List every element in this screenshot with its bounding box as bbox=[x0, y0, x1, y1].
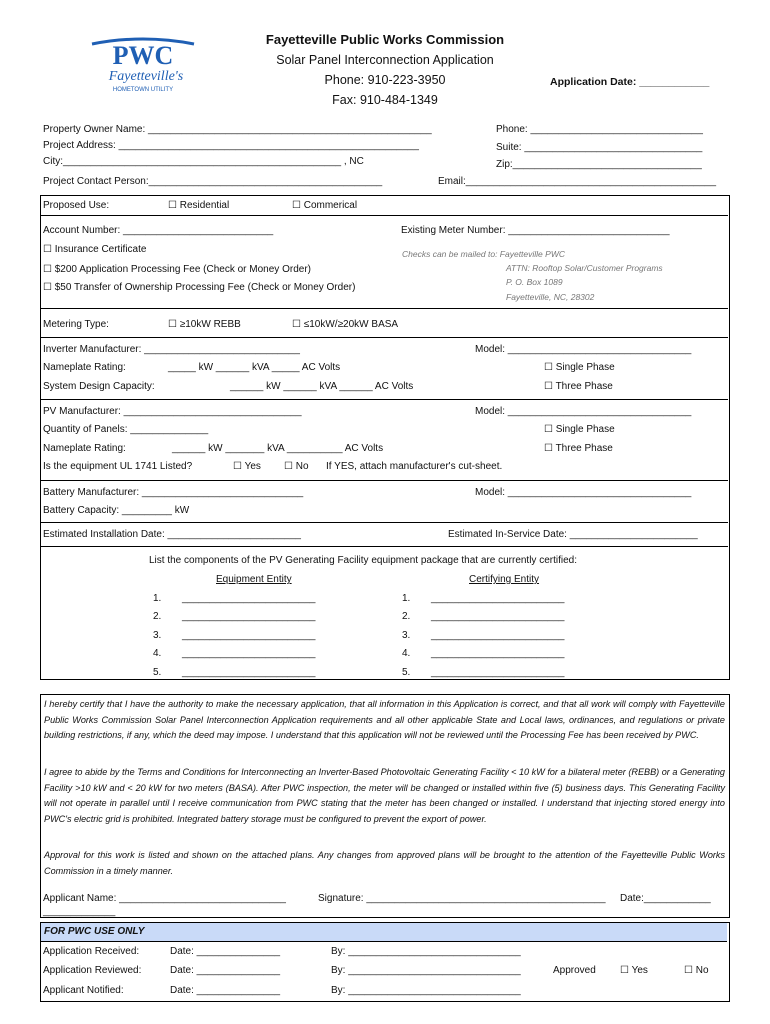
received-date-field[interactable]: Date: _______________ bbox=[170, 946, 281, 957]
pwc-logo-icon bbox=[88, 36, 198, 98]
pv-manufacturer-field[interactable]: PV Manufacturer: ________________________________ bbox=[43, 406, 302, 417]
inverter-manufacturer-field[interactable]: Inverter Manufacturer: ____________________________ bbox=[43, 344, 300, 355]
application-received-label: Application Received: bbox=[43, 946, 140, 957]
divider bbox=[41, 480, 728, 481]
reviewed-date-field[interactable]: Date: _______________ bbox=[170, 965, 281, 976]
pwc-use-header-text: FOR PWC USE ONLY bbox=[44, 926, 145, 937]
installation-date-field[interactable]: Estimated Installation Date: ________________________ bbox=[43, 529, 301, 540]
commercial-checkbox[interactable]: ☐ Commerical bbox=[292, 200, 358, 211]
reviewed-by-field[interactable]: By: _______________________________ bbox=[331, 965, 521, 976]
system-design-label: System Design Capacity: bbox=[43, 381, 155, 392]
divider bbox=[41, 522, 728, 523]
project-contact-field[interactable]: Project Contact Person:__________________________________________ bbox=[43, 176, 383, 187]
approved-label: Approved bbox=[553, 965, 596, 976]
ul-no-checkbox[interactable]: ☐ No bbox=[284, 461, 309, 472]
owner-phone-field[interactable]: Phone: _______________________________ bbox=[496, 124, 703, 135]
certifying-entry-field[interactable]: ________________________ bbox=[431, 593, 565, 604]
equipment-entry-field[interactable]: ________________________ bbox=[182, 630, 316, 641]
application-reviewed-label: Application Reviewed: bbox=[43, 965, 142, 976]
metering-rebb-checkbox[interactable]: ☐ ≥10kW REBB bbox=[168, 319, 241, 330]
mail-city-line: Fayetteville, NC, 28302 bbox=[506, 292, 595, 302]
ul-yes-checkbox[interactable]: ☐ Yes bbox=[233, 461, 261, 472]
ul-listed-question: Is the equipment UL 1741 Listed? bbox=[43, 461, 193, 472]
applicant-notified-label: Applicant Notified: bbox=[43, 985, 124, 996]
certification-paragraph-3: Approval for this work is listed and shown on the attached plans. Any changes from approved plans will be brought to the attention of the Fayetteville Public Works Commission in a timely manner. bbox=[44, 850, 725, 876]
logo-hometown-text: HOMETOWN UTILITY bbox=[112, 87, 174, 93]
mail-to-line: Checks can be mailed to: Fayetteville PWC bbox=[402, 249, 565, 259]
pv-single-phase-checkbox[interactable]: ☐ Single Phase bbox=[544, 424, 615, 435]
equipment-entry-field[interactable]: ________________________ bbox=[182, 648, 316, 659]
equipment-entry-field[interactable]: ________________________ bbox=[182, 611, 316, 622]
metering-basa-checkbox[interactable]: ☐ ≤10kW/≥20kW BASA bbox=[292, 319, 399, 330]
mail-attn-line: ATTN: Rooftop Solar/Customer Programs bbox=[506, 263, 663, 273]
components-heading: List the components of the PV Generating Facility equipment package that are currently certified: bbox=[149, 555, 578, 566]
insurance-checkbox[interactable]: ☐ Insurance Certificate bbox=[43, 244, 147, 255]
certifying-row-number: 4. bbox=[402, 648, 411, 659]
account-number-field[interactable]: Account Number: ___________________________ bbox=[43, 225, 274, 236]
if-yes-note: If YES, attach manufacturer's cut-sheet. bbox=[326, 461, 503, 472]
certifying-row-number: 1. bbox=[402, 593, 411, 604]
pwc-logo bbox=[88, 36, 198, 98]
application-date-field[interactable]: Application Date: ____________ bbox=[550, 76, 710, 88]
mail-pobox-line: P. O. Box 1089 bbox=[506, 277, 563, 287]
notified-by-field[interactable]: By: _______________________________ bbox=[331, 985, 521, 996]
battery-model-field[interactable]: Model: _________________________________ bbox=[475, 487, 692, 498]
certifying-row-number: 2. bbox=[402, 611, 411, 622]
city-field[interactable]: City:__________________________________________________ , NC bbox=[43, 156, 364, 167]
inverter-model-field[interactable]: Model: _________________________________ bbox=[475, 344, 692, 355]
email-field[interactable]: Email:_____________________________________________ bbox=[438, 176, 717, 187]
pv-nameplate-label: Nameplate Rating: bbox=[43, 443, 126, 454]
inverter-three-phase-checkbox[interactable]: ☐ Three Phase bbox=[544, 381, 613, 392]
system-design-values[interactable]: ______ kW ______ kVA ______ AC Volts bbox=[230, 381, 414, 392]
approved-yes-checkbox[interactable]: ☐ Yes bbox=[620, 965, 648, 976]
inverter-nameplate-label: Nameplate Rating: bbox=[43, 362, 126, 373]
equipment-entry-field[interactable]: ________________________ bbox=[182, 667, 316, 678]
residential-checkbox[interactable]: ☐ Residential bbox=[168, 200, 230, 211]
existing-meter-field[interactable]: Existing Meter Number: _____________________________ bbox=[401, 225, 670, 236]
proposed-use-label: Proposed Use: bbox=[43, 200, 110, 211]
equipment-entity-header: Equipment Entity bbox=[216, 574, 292, 585]
certification-paragraph-1: I hereby certify that I have the authority to make the necessary application, that all information in this Application is correct, and that all work will comply with Fayetteville Public Works Commission Solar Panel Interconnection Application requirements and all other applicable State and Local laws, ordinances, and regulations or private building restrictions, if any, which the deed may impose. I understand that this application will not be reviewed until the Processing Fee has been received by PWC. bbox=[44, 699, 725, 740]
phone-number: Phone: 910-223-3950 bbox=[324, 73, 446, 87]
zip-field[interactable]: Zip:__________________________________ bbox=[496, 159, 702, 170]
inverter-nameplate-values[interactable]: _____ kW ______ kVA _____ AC Volts bbox=[168, 362, 341, 373]
inverter-single-phase-checkbox[interactable]: ☐ Single Phase bbox=[544, 362, 615, 373]
divider bbox=[41, 308, 728, 309]
org-title: Fayetteville Public Works Commission bbox=[265, 32, 505, 47]
pv-nameplate-values[interactable]: ______ kW _______ kVA __________ AC Volts bbox=[172, 443, 384, 454]
pv-model-field[interactable]: Model: _________________________________ bbox=[475, 406, 692, 417]
divider bbox=[41, 337, 728, 338]
equipment-row-number: 2. bbox=[153, 611, 162, 622]
pwc-use-header bbox=[41, 923, 727, 942]
divider bbox=[41, 215, 728, 216]
certifying-row-number: 5. bbox=[402, 667, 411, 678]
doc-title: Solar Panel Interconnection Application bbox=[276, 53, 494, 67]
approved-no-checkbox[interactable]: ☐ No bbox=[684, 965, 709, 976]
applicant-name-field[interactable]: Applicant Name: ______________________________ bbox=[43, 893, 286, 904]
suite-field[interactable]: Suite: ________________________________ bbox=[496, 142, 703, 153]
fax-number: Fax: 910-484-1349 bbox=[332, 93, 438, 107]
signature-field[interactable]: Signature: ___________________________________________ bbox=[318, 893, 606, 904]
certification-date-field[interactable]: Date:____________ bbox=[620, 893, 711, 904]
certifying-entry-field[interactable]: ________________________ bbox=[431, 611, 565, 622]
notified-date-field[interactable]: Date: _______________ bbox=[170, 985, 281, 996]
project-address-field[interactable]: Project Address: ______________________________________________________ bbox=[43, 140, 419, 151]
equipment-entry-field[interactable]: ________________________ bbox=[182, 593, 316, 604]
metering-type-label: Metering Type: bbox=[43, 319, 109, 330]
logo-pwc-text: PWC bbox=[112, 41, 174, 70]
equipment-row-number: 5. bbox=[153, 667, 162, 678]
divider bbox=[41, 546, 728, 547]
fee-200-checkbox[interactable]: ☐ $200 Application Processing Fee (Check or Money Order) bbox=[43, 264, 311, 275]
quantity-panels-field[interactable]: Quantity of Panels: ______________ bbox=[43, 424, 209, 435]
in-service-date-field[interactable]: Estimated In-Service Date: _______________________ bbox=[448, 529, 698, 540]
logo-fayetteville-text: Fayetteville's bbox=[108, 69, 184, 84]
received-by-field[interactable]: By: _______________________________ bbox=[331, 946, 521, 957]
certifying-entry-field[interactable]: ________________________ bbox=[431, 667, 565, 678]
property-owner-field[interactable]: Property Owner Name: ___________________________________________________ bbox=[43, 124, 432, 135]
equipment-row-number: 1. bbox=[153, 593, 162, 604]
certifying-entity-header: Certifying Entity bbox=[469, 574, 540, 585]
certifying-row-number: 3. bbox=[402, 630, 411, 641]
certification-date-continuation: _____________ bbox=[43, 906, 116, 917]
battery-capacity-field[interactable]: Battery Capacity: _________ kW bbox=[43, 505, 190, 516]
pv-three-phase-checkbox[interactable]: ☐ Three Phase bbox=[544, 443, 613, 454]
certification-paragraph-2: I agree to abide by the Terms and Conditions for Interconnecting an Inverter-Based Photovoltaic Generating Facility < 10 kW for a bilateral meter (REBB) or a Generating Facility >10 kW and < 20 kW for two meters (BASA). After PWC inspection, the meter will be changed or installed within five (5) business days. This Generating Facility will not operate in parallel until I receive communication from PWC stating that the meter has been changed or installed. I understand that injecting stored energy into PWC's electric grid is prohibited. Integrated battery storage must be configured to prevent the export of power. bbox=[44, 767, 725, 824]
battery-manufacturer-field[interactable]: Battery Manufacturer: _____________________________ bbox=[43, 487, 304, 498]
fee-50-checkbox[interactable]: ☐ $50 Transfer of Ownership Processing Fee (Check or Money Order) bbox=[43, 282, 356, 293]
equipment-row-number: 4. bbox=[153, 648, 162, 659]
divider bbox=[41, 399, 728, 400]
equipment-row-number: 3. bbox=[153, 630, 162, 641]
certifying-entry-field[interactable]: ________________________ bbox=[431, 630, 565, 641]
certifying-entry-field[interactable]: ________________________ bbox=[431, 648, 565, 659]
